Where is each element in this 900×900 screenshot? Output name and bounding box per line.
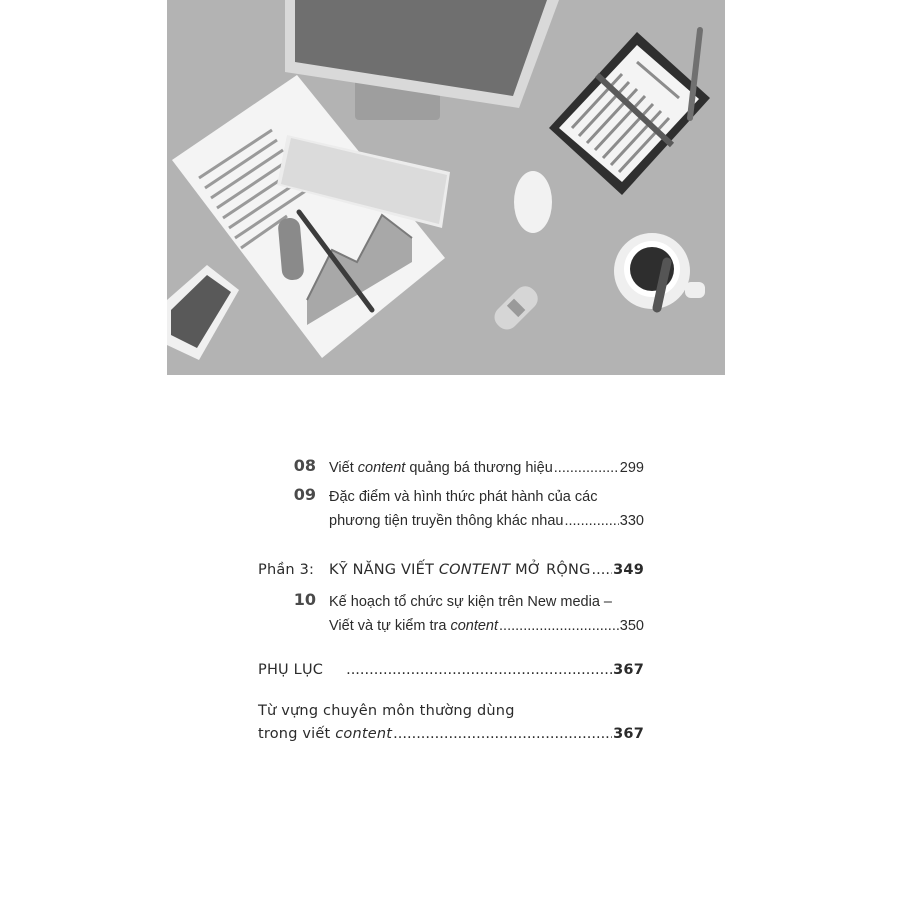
table-of-contents xyxy=(258,0,644,900)
chapter-title-line1: Đặc điểm và hình thức phát hành của các xyxy=(329,489,598,505)
page-number: 367 xyxy=(613,726,644,742)
chapter-title: Viết content quảng bá thương hiệu xyxy=(329,460,553,476)
leader-dots xyxy=(564,512,618,530)
chapter-number: 08 xyxy=(293,456,316,475)
page-number: 350 xyxy=(619,618,644,634)
appendix-title: PHỤ LỤC xyxy=(258,662,324,678)
chapter-number: 09 xyxy=(293,485,316,504)
part-label: Phần 3: xyxy=(258,562,315,578)
leader-dots xyxy=(499,617,619,635)
leader-dots xyxy=(393,725,612,743)
chapter-title-line1: Kế hoạch tổ chức sự kiện trên New media – xyxy=(329,594,612,610)
page-number: 367 xyxy=(613,662,644,678)
part-title: KỸ NĂNG VIẾT CONTENT MỞ RỘNG xyxy=(329,562,591,578)
chapter-title-line2: phương tiện truyền thông khác nhau xyxy=(329,513,564,529)
leader-dots xyxy=(554,459,619,477)
glossary-title-line2: trong viết content xyxy=(258,726,393,742)
chapter-title-line2: Viết và tự kiểm tra content xyxy=(329,618,499,634)
page-number: 299 xyxy=(619,460,644,476)
chapter-number: 10 xyxy=(293,590,316,609)
leader-dots xyxy=(346,661,612,679)
leader-dots xyxy=(592,561,613,579)
page-number: 330 xyxy=(619,513,644,529)
glossary-title-line1: Từ vựng chuyên môn thường dùng xyxy=(258,703,515,719)
page-number: 349 xyxy=(613,562,644,578)
